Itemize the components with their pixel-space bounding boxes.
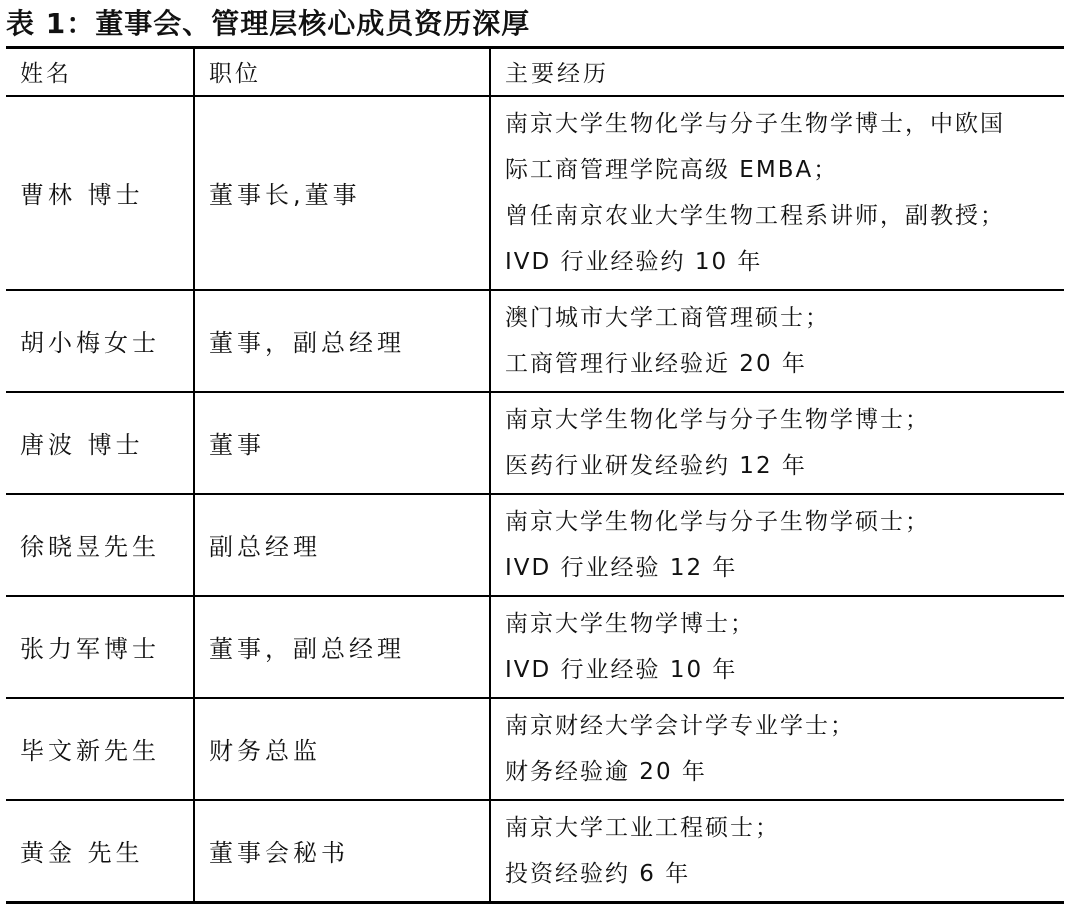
- experience-line: 南京大学生物化学与分子生物学博士；: [505, 406, 930, 433]
- experience-cell: [490, 96, 1064, 290]
- person-position: 董事长,董事: [209, 181, 361, 209]
- table-row: [6, 494, 1064, 596]
- experience-line: IVD 行业经验 10 年: [505, 656, 738, 683]
- name-cell: [6, 698, 194, 800]
- person-position: 财务总监: [209, 737, 321, 765]
- person-position: 董事，副总经理: [209, 635, 405, 663]
- header-position: [194, 48, 490, 96]
- experience-line: 南京大学工业工程硕士；: [505, 814, 780, 841]
- experience-cell: [490, 596, 1064, 698]
- experience-line: 南京大学生物学博士；: [505, 610, 755, 637]
- experience-line: 医药行业研发经验约 12 年: [505, 452, 807, 479]
- header-experience: [490, 48, 1064, 96]
- experience-line: IVD 行业经验约 10 年: [505, 248, 763, 275]
- name-cell: [6, 392, 194, 494]
- table-row: [6, 800, 1064, 903]
- person-name: 徐晓昱先生: [20, 533, 160, 561]
- person-name: 胡小梅女士: [20, 329, 160, 357]
- position-cell: [194, 494, 490, 596]
- name-cell: [6, 96, 194, 290]
- name-cell: [6, 290, 194, 392]
- table-title: 表 1：董事会、管理层核心成员资历深厚: [6, 7, 531, 40]
- position-cell: [194, 96, 490, 290]
- position-cell: [194, 290, 490, 392]
- experience-line: 际工商管理学院高级 EMBA；: [505, 156, 839, 183]
- person-position: 董事，副总经理: [209, 329, 405, 357]
- experience-cell: [490, 698, 1064, 800]
- person-position: 副总经理: [209, 533, 321, 561]
- person-name: 毕文新先生: [20, 737, 160, 765]
- person-name: 曹林 博士: [20, 181, 144, 209]
- experience-line: IVD 行业经验 12 年: [505, 554, 738, 581]
- person-position: 董事会秘书: [209, 839, 349, 867]
- experience-line: 南京大学生物化学与分子生物学博士，中欧国: [505, 110, 1005, 137]
- person-position: 董事: [209, 431, 265, 459]
- header-experience-label: 主要经历: [505, 61, 609, 88]
- experience-line: 南京大学生物化学与分子生物学硕士；: [505, 508, 930, 535]
- header-name: [6, 48, 194, 96]
- person-name: 黄金 先生: [20, 839, 144, 867]
- position-cell: [194, 392, 490, 494]
- table-row: [6, 96, 1064, 290]
- position-cell: [194, 596, 490, 698]
- table-row: [6, 290, 1064, 392]
- experience-line: 工商管理行业经验近 20 年: [505, 350, 807, 377]
- position-cell: [194, 698, 490, 800]
- executives-table: [6, 46, 1064, 904]
- experience-cell: [490, 494, 1064, 596]
- experience-line: 澳门城市大学工商管理硕士；: [505, 304, 830, 331]
- name-cell: [6, 800, 194, 903]
- table-row: [6, 596, 1064, 698]
- experience-line: 曾任南京农业大学生物工程系讲师，副教授；: [505, 202, 1005, 229]
- header-name-label: 姓名: [20, 61, 72, 88]
- table-row: [6, 392, 1064, 494]
- person-name: 唐波 博士: [20, 431, 144, 459]
- experience-line: 财务经验逾 20 年: [505, 758, 707, 785]
- person-name: 张力军博士: [20, 635, 160, 663]
- position-cell: [194, 800, 490, 903]
- experience-line: 投资经验约 6 年: [505, 860, 691, 887]
- header-position-label: 职位: [209, 61, 261, 88]
- name-cell: [6, 596, 194, 698]
- experience-cell: [490, 392, 1064, 494]
- experience-line: 南京财经大学会计学专业学士；: [505, 712, 855, 739]
- experience-cell: [490, 800, 1064, 903]
- header-row: [6, 48, 1064, 96]
- experience-cell: [490, 290, 1064, 392]
- table-row: [6, 698, 1064, 800]
- name-cell: [6, 494, 194, 596]
